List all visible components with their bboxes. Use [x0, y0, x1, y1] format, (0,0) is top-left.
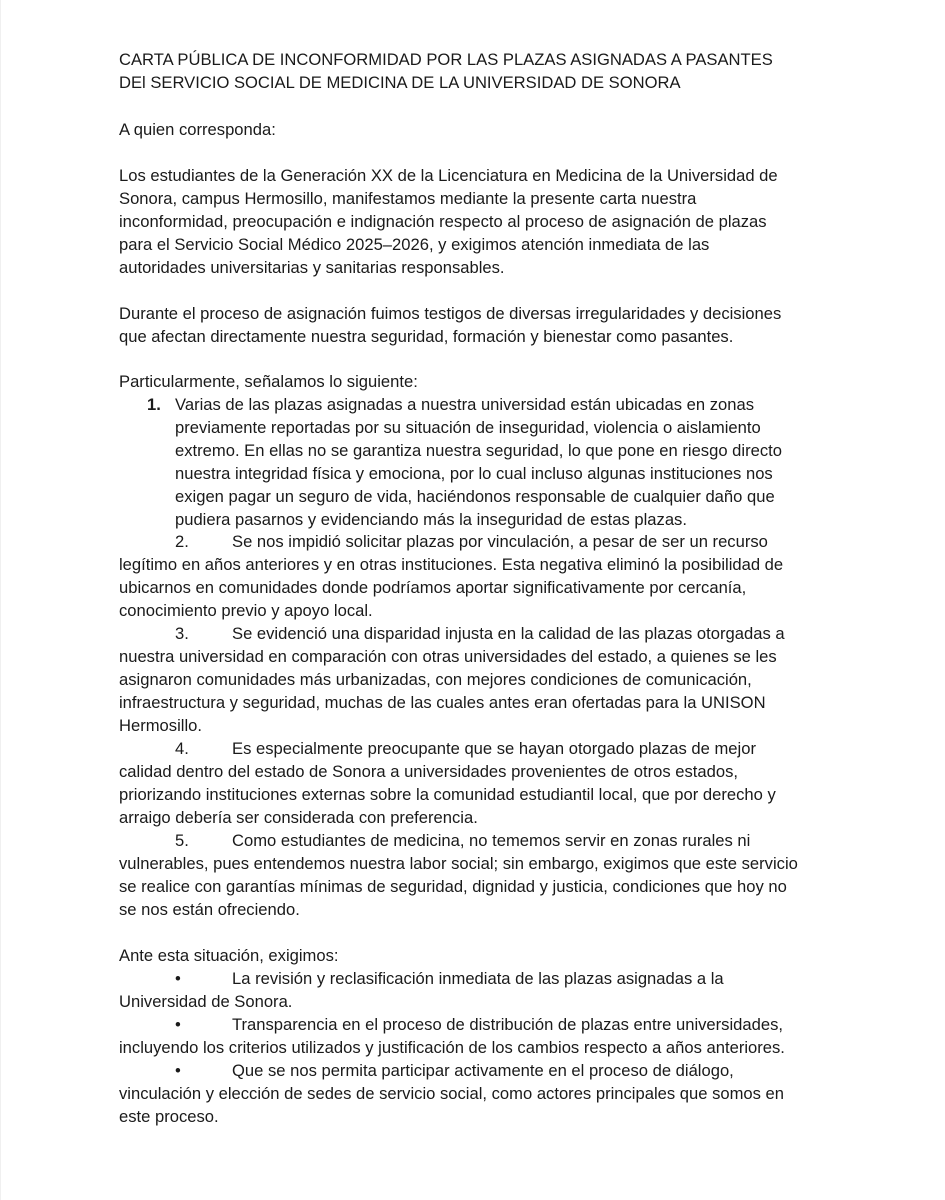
point-line: previamente reportadas por su situación de inseguridad, violencia o aislamiento [175, 418, 761, 437]
point-line: calidad dentro del estado de Sonora a universidades provenientes de otros estados, [119, 762, 738, 781]
point-line: Se evidenció una disparidad injusta en la calidad de las plazas otorgadas a [232, 624, 785, 643]
point-line: Se nos impidió solicitar plazas por vinculación, a pesar de ser un recurso [232, 532, 768, 551]
demand-line: este proceso. [119, 1107, 219, 1126]
point-number: 4. [175, 739, 189, 758]
bullet-marker: • [175, 1061, 181, 1080]
demand-line: Transparencia en el proceso de distribución de plazas entre universidades, [232, 1015, 783, 1034]
point-line: legítimo en años anteriores y en otras instituciones. Esta negativa eliminó la posibilidad de [119, 555, 784, 574]
point-line: exigen pagar un seguro de vida, haciéndonos responsable de cualquier daño que [175, 487, 775, 506]
point-line: asignaron comunidades más urbanizadas, con mejores condiciones de comunicación, [119, 670, 752, 689]
point-line: priorizando instituciones externas sobre la comunidad estudiantil local, que por derecho y [119, 785, 776, 804]
point-line: se realice con garantías mínimas de seguridad, dignidad y justicia, condiciones que hoy no [119, 877, 787, 896]
point-line: ubicarnos en comunidades donde podríamos aportar significativamente por cercanía, [119, 578, 747, 597]
point-line: arraigo debería ser considerada con preferencia. [119, 808, 478, 827]
point-number: 2. [175, 532, 189, 551]
bullet-marker: • [175, 969, 181, 988]
intro-line: autoridades universitarias y sanitarias responsables. [119, 258, 505, 277]
point-line: vulnerables, pues entendemos nuestra labor social; sin embargo, exigimos que este servicio [119, 854, 798, 873]
point-line: Varias de las plazas asignadas a nuestra universidad están ubicadas en zonas [175, 395, 754, 414]
title-line: CARTA PÚBLICA DE INCONFORMIDAD POR LAS PLAZAS ASIGNADAS A PASANTES [119, 50, 773, 69]
demand-line: La revisión y reclasificación inmediata de las plazas asignadas a la [232, 969, 724, 988]
point-number: 3. [175, 624, 189, 643]
point-line: infraestructura y seguridad, muchas de las cuales antes eran ofertadas para la UNISON [119, 693, 766, 712]
demands-intro: Ante esta situación, exigimos: [119, 946, 339, 965]
demand-line: vinculación y elección de sedes de servicio social, como actores principales que somos en [119, 1084, 785, 1103]
point-line: Es especialmente preocupante que se hayan otorgado plazas de mejor [232, 739, 756, 758]
point-number: 5. [175, 831, 189, 850]
title-line: DEl SERVICIO SOCIAL DE MEDICINA DE LA UNIVERSIDAD DE SONORA [119, 73, 681, 92]
point-line: se nos están ofreciendo. [119, 900, 300, 919]
intro-line: inconformidad, preocupación e indignación respecto al proceso de asignación de plazas [119, 212, 767, 231]
point-number: 1. [147, 395, 161, 414]
point-line: conocimiento previo y apoyo local. [119, 601, 373, 620]
bullet-marker: • [175, 1015, 181, 1034]
demand-line: Universidad de Sonora. [119, 992, 293, 1011]
point-line: pudiera pasarnos y evidenciando más la inseguridad de estas plazas. [175, 510, 687, 529]
point-line: Como estudiantes de medicina, no tememos servir en zonas rurales ni [232, 831, 751, 850]
points-intro: Particularmente, señalamos lo siguiente: [119, 372, 418, 391]
point-line: extremo. En ellas no se garantiza nuestra seguridad, lo que pone en riesgo directo [175, 441, 782, 460]
intro-line: Sonora, campus Hermosillo, manifestamos mediante la presente carta nuestra [119, 189, 697, 208]
point-line: nuestra integridad física y emociona, por lo cual incluso algunas instituciones nos [175, 464, 773, 483]
context-line: Durante el proceso de asignación fuimos testigos de diversas irregularidades y decisiones [119, 304, 782, 323]
intro-line: Los estudiantes de la Generación XX de la Licenciatura en Medicina de la Universidad de [119, 166, 778, 185]
greeting: A quien corresponda: [119, 120, 276, 139]
point-line: nuestra universidad en comparación con otras universidades del estado, a quienes se les [119, 647, 777, 666]
point-line: Hermosillo. [119, 716, 202, 735]
context-line: que afectan directamente nuestra seguridad, formación y bienestar como pasantes. [119, 327, 734, 346]
demand-line: Que se nos permita participar activamente en el proceso de diálogo, [232, 1061, 734, 1080]
intro-line: para el Servicio Social Médico 2025–2026, y exigimos atención inmediata de las [119, 235, 710, 254]
demand-line: incluyendo los criterios utilizados y justificación de los cambios respecto a años anteriores. [119, 1038, 785, 1057]
